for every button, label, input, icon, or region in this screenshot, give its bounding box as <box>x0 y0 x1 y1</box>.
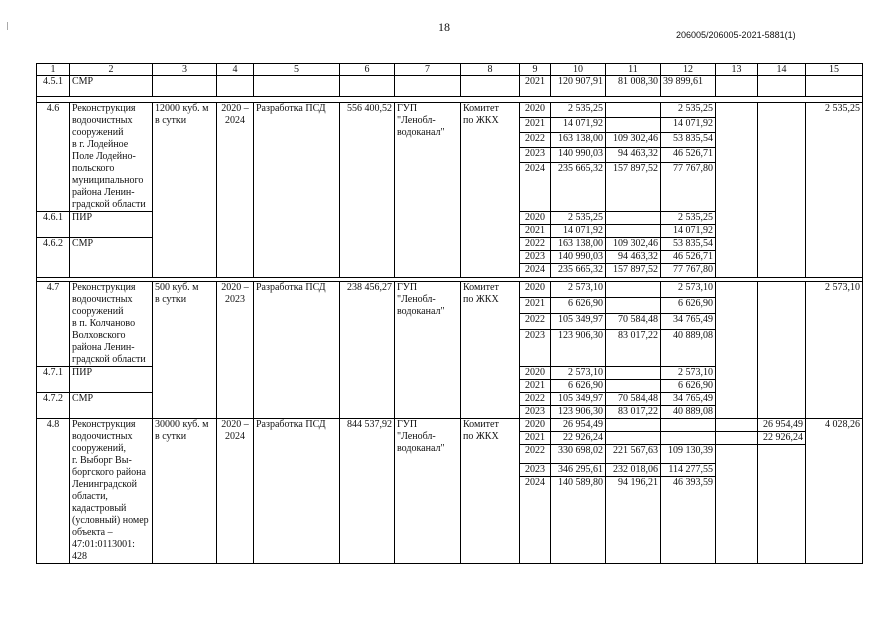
total-cell: 120 907,91 <box>551 76 606 97</box>
stage: Разработка ПСД <box>254 103 340 278</box>
table-row <box>37 419 863 432</box>
row-number: 4.7.2 <box>37 393 70 419</box>
cost: 844 537,92 <box>340 419 395 564</box>
col14-cell: 26 954,49 <box>758 419 806 432</box>
row-number: 4.7.1 <box>37 367 70 393</box>
total-cell: 2 573,10 <box>551 282 606 298</box>
col-header: 9 <box>520 64 551 76</box>
total-cell: 26 954,49 <box>551 419 606 432</box>
object-name: Реконструкция водоочистных сооружений в п. Колчаново Волховского района Ленин-градской области <box>70 282 153 367</box>
total-cell: 123 906,30 <box>551 406 606 419</box>
period: 2020 – 2023 <box>217 282 254 419</box>
regional-cell: 157 897,52 <box>606 163 661 212</box>
year-cell: 2022 <box>520 445 551 464</box>
year-cell: 2024 <box>520 163 551 212</box>
year-cell: 2021 <box>520 76 551 97</box>
regional-cell: 94 463,32 <box>606 251 661 264</box>
regional-cell <box>606 282 661 298</box>
regional-cell <box>606 432 661 445</box>
col-header: 13 <box>716 64 758 76</box>
stage: Разработка ПСД <box>254 282 340 419</box>
year-cell: 2020 <box>520 419 551 432</box>
committee: Комитет по ЖКХ <box>461 419 520 564</box>
committee: Комитет по ЖКХ <box>461 282 520 419</box>
regional-cell <box>606 225 661 238</box>
other-cell: 46 393,59 <box>661 477 716 564</box>
other-cell: 2 535,25 <box>661 212 716 225</box>
total-cell: 105 349,97 <box>551 314 606 330</box>
year-cell: 2021 <box>520 432 551 445</box>
col-header: 5 <box>254 64 340 76</box>
object-name: Реконструкция водоочистных сооружений в г. Лодейное Поле Лодейно-польского муниципального района Ленин-градской области <box>70 103 153 212</box>
regional-cell: 70 584,48 <box>606 314 661 330</box>
regional-cell: 221 567,63 <box>606 445 661 464</box>
col-header: 2 <box>70 64 153 76</box>
year-cell: 2023 <box>520 464 551 477</box>
col-header: 14 <box>758 64 806 76</box>
year-cell: 2020 <box>520 282 551 298</box>
col-header: 15 <box>806 64 863 76</box>
regional-cell: 83 017,22 <box>606 330 661 367</box>
row-number: 4.6.2 <box>37 238 70 278</box>
col-header: 10 <box>551 64 606 76</box>
total-cell: 235 665,32 <box>551 264 606 278</box>
other-cell: 77 767,80 <box>661 264 716 278</box>
regional-cell <box>606 212 661 225</box>
regional-cell <box>606 298 661 314</box>
total-cell: 140 990,03 <box>551 148 606 163</box>
col-header: 3 <box>153 64 217 76</box>
col15-value: 2 573,10 <box>806 282 863 419</box>
row-number: 4.6.1 <box>37 212 70 238</box>
total-cell: 235 665,32 <box>551 163 606 212</box>
year-cell: 2021 <box>520 225 551 238</box>
total-cell: 14 071,92 <box>551 118 606 133</box>
other-cell: 114 277,55 <box>661 464 716 477</box>
other-cell <box>661 419 716 432</box>
year-cell: 2022 <box>520 238 551 251</box>
other-cell: 6 626,90 <box>661 298 716 314</box>
table-row <box>37 76 863 97</box>
table-row <box>37 282 863 298</box>
total-cell: 22 926,24 <box>551 432 606 445</box>
total-cell: 163 138,00 <box>551 133 606 148</box>
year-cell: 2021 <box>520 298 551 314</box>
regional-cell <box>606 118 661 133</box>
col-header: 4 <box>217 64 254 76</box>
total-cell: 2 535,25 <box>551 103 606 118</box>
cost: 238 456,27 <box>340 282 395 419</box>
object-name: СМР <box>70 76 153 97</box>
other-cell: 34 765,49 <box>661 393 716 406</box>
other-cell: 2 573,10 <box>661 282 716 298</box>
committee: Комитет по ЖКХ <box>461 103 520 278</box>
total-cell: 105 349,97 <box>551 393 606 406</box>
row-number: 4.8 <box>37 419 70 564</box>
customer: ГУП "Ленобл-водоканал" <box>395 282 461 419</box>
col14-cell: 22 926,24 <box>758 432 806 445</box>
col15-value: 2 535,25 <box>806 103 863 278</box>
year-cell: 2021 <box>520 118 551 133</box>
total-cell: 6 626,90 <box>551 380 606 393</box>
period: 2020 – 2024 <box>217 103 254 278</box>
regional-cell: 70 584,48 <box>606 393 661 406</box>
other-cell: 14 071,92 <box>661 118 716 133</box>
cost: 556 400,52 <box>340 103 395 278</box>
stage: Разработка ПСД <box>254 419 340 564</box>
col-header: 11 <box>606 64 661 76</box>
total-cell: 2 535,25 <box>551 212 606 225</box>
other-cell: 109 130,39 <box>661 445 716 464</box>
total-cell: 140 589,80 <box>551 477 606 564</box>
other-cell: 2 535,25 <box>661 103 716 118</box>
page-number: 18 <box>438 20 450 34</box>
col15-value: 4 028,26 <box>806 419 863 564</box>
total-cell: 14 071,92 <box>551 225 606 238</box>
total-cell: 6 626,90 <box>551 298 606 314</box>
year-cell: 2022 <box>520 133 551 148</box>
regional-cell: 94 463,32 <box>606 148 661 163</box>
row-number: 4.7 <box>37 282 70 367</box>
year-cell: 2020 <box>520 103 551 118</box>
year-cell: 2022 <box>520 393 551 406</box>
year-cell: 2022 <box>520 314 551 330</box>
customer: ГУП "Ленобл-водоканал" <box>395 103 461 278</box>
other-cell: 40 889,08 <box>661 406 716 419</box>
document-code: 206005/206005-2021-5881(1) <box>676 30 796 40</box>
other-cell: 2 573,10 <box>661 367 716 380</box>
regional-cell: 109 302,46 <box>606 238 661 251</box>
col-header: 8 <box>461 64 520 76</box>
column-number-row <box>37 64 863 76</box>
period: 2020 – 2024 <box>217 419 254 564</box>
year-cell: 2024 <box>520 264 551 278</box>
other-cell: 53 835,54 <box>661 238 716 251</box>
regional-cell: 83 017,22 <box>606 406 661 419</box>
regional-cell <box>606 103 661 118</box>
investment-table <box>36 63 863 564</box>
year-cell: 2023 <box>520 406 551 419</box>
year-cell: 2023 <box>520 148 551 163</box>
year-cell: 2021 <box>520 380 551 393</box>
total-cell: 346 295,61 <box>551 464 606 477</box>
col-header: 6 <box>340 64 395 76</box>
regional-cell: 232 018,06 <box>606 464 661 477</box>
other-cell: 6 626,90 <box>661 380 716 393</box>
object-name: ПИР <box>70 212 153 238</box>
regional-cell: 109 302,46 <box>606 133 661 148</box>
row-number: 4.6 <box>37 103 70 212</box>
scan-mark <box>7 22 8 30</box>
col-header: 7 <box>395 64 461 76</box>
object-name: ПИР <box>70 367 153 393</box>
total-cell: 140 990,03 <box>551 251 606 264</box>
year-cell: 2024 <box>520 477 551 564</box>
other-cell: 46 526,71 <box>661 148 716 163</box>
col-header: 1 <box>37 64 70 76</box>
regional-cell <box>606 380 661 393</box>
table-row <box>37 103 863 118</box>
capacity: 30000 куб. м в сутки <box>153 419 217 564</box>
object-name: СМР <box>70 238 153 278</box>
year-cell: 2023 <box>520 251 551 264</box>
other-cell: 40 889,08 <box>661 330 716 367</box>
customer: ГУП "Ленобл-водоканал" <box>395 419 461 564</box>
other-cell: 14 071,92 <box>661 225 716 238</box>
regional-cell: 81 008,30 <box>606 76 661 97</box>
col-header: 12 <box>661 64 716 76</box>
capacity: 12000 куб. м в сутки <box>153 103 217 278</box>
regional-cell: 157 897,52 <box>606 264 661 278</box>
year-cell: 2020 <box>520 212 551 225</box>
other-cell: 46 526,71 <box>661 251 716 264</box>
row-number: 4.5.1 <box>37 76 70 97</box>
other-cell: 34 765,49 <box>661 314 716 330</box>
regional-cell <box>606 419 661 432</box>
year-cell: 2020 <box>520 367 551 380</box>
other-cell <box>661 432 716 445</box>
total-cell: 2 573,10 <box>551 367 606 380</box>
total-cell: 123 906,30 <box>551 330 606 367</box>
regional-cell <box>606 367 661 380</box>
capacity: 500 куб. м в сутки <box>153 282 217 419</box>
total-cell: 163 138,00 <box>551 238 606 251</box>
other-cell: 39 899,61 <box>661 76 716 97</box>
other-cell: 77 767,80 <box>661 163 716 212</box>
year-cell: 2023 <box>520 330 551 367</box>
object-name: СМР <box>70 393 153 419</box>
total-cell: 330 698,02 <box>551 445 606 464</box>
object-name: Реконструкция водоочистных сооружений, г. Выборг Вы-боргского района Ленинградской области, кадастровый (условный) номер объекта – 47:01:0113001: 428 <box>70 419 153 564</box>
regional-cell: 94 196,21 <box>606 477 661 564</box>
other-cell: 53 835,54 <box>661 133 716 148</box>
